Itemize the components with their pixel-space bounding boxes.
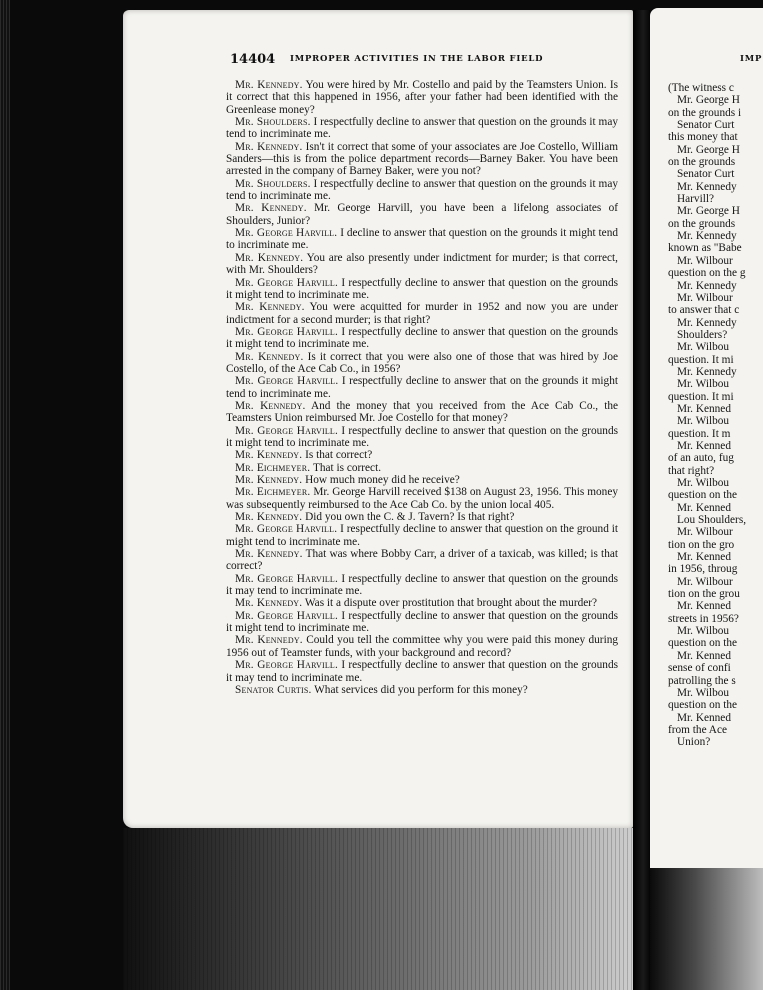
testimony-paragraph <box>226 511 618 523</box>
testimony-text: I respectfully decline to answer that question on the grounds it may tend to incriminate me. <box>226 572 618 598</box>
testimony-text: That is correct. <box>310 461 382 474</box>
speaker-name: Mr. Kennedy. <box>235 449 303 462</box>
right-page-line: of an auto, fug <box>668 452 734 465</box>
right-page-line: on the grounds <box>668 217 736 230</box>
right-page-line: Mr. Kenned <box>677 551 731 564</box>
testimony-paragraph <box>226 523 618 548</box>
right-page-line: that right? <box>668 464 715 477</box>
right-page-line: Mr. George H <box>677 205 740 218</box>
right-page-line: question. It mi <box>668 353 734 366</box>
testimony-paragraph <box>226 548 618 573</box>
right-page-line: Mr. Wilbour <box>677 575 733 588</box>
right-page-line: tion on the gro <box>668 538 735 551</box>
speaker-name: Mr. George Harvill. <box>235 424 339 437</box>
testimony-paragraph <box>226 425 618 450</box>
right-page-line: Mr. Wilbou <box>677 686 730 699</box>
right-page-line: on the grounds <box>668 156 736 169</box>
testimony-text: I respectfully decline to answer that question on the grounds it might tend to incriminate me. <box>226 325 618 351</box>
right-page-text <box>668 82 763 749</box>
right-page-line: Mr. Wilbour <box>677 254 733 267</box>
right-page-line: Mr. Kenned <box>677 501 731 514</box>
speaker-name: Mr. Kennedy. <box>235 79 303 91</box>
testimony-paragraph <box>226 178 618 203</box>
testimony-paragraph <box>226 486 618 511</box>
speaker-name: Mr. Kennedy. <box>235 597 303 610</box>
testimony-paragraph <box>226 573 618 598</box>
right-page-line: Shoulders? <box>677 328 728 341</box>
speaker-name: Mr. George Harvill. <box>235 227 338 240</box>
right-page-line: Union? <box>677 736 711 749</box>
speaker-name: Mr. Eichmeyer. <box>235 461 311 474</box>
speaker-name: Mr. Kennedy. <box>235 474 303 486</box>
page-header-title: IMPROPER ACTIVITIES IN THE LABOR FIELD <box>290 54 544 64</box>
speaker-name: Mr. George Harvill. <box>235 659 339 672</box>
right-page-line: Mr. George H <box>677 143 740 156</box>
testimony-paragraph <box>226 597 618 609</box>
right-page-line: Mr. Kenned <box>677 439 731 452</box>
speaker-name: Senator Curtis. <box>235 683 312 696</box>
testimony-text: What services did you perform for this money? <box>311 683 528 696</box>
page-number: 14404 <box>230 52 276 67</box>
testimony-paragraph <box>226 610 618 635</box>
testimony-paragraph <box>226 659 618 684</box>
right-page-line: tion on the grou <box>668 588 740 601</box>
testimony-text: I decline to answer that question on the grounds it might tend to incriminate me. <box>226 227 618 252</box>
testimony-text: I respectfully decline to answer that question on the grounds it might tend to incriminate me. <box>226 424 618 449</box>
right-page-line: on the grounds i <box>668 106 742 119</box>
right-page-line: Mr. Kennedy <box>677 230 737 243</box>
right-page-line: patrolling the s <box>668 674 736 687</box>
speaker-name: Mr. Kennedy. <box>235 548 303 561</box>
transcript-body <box>226 79 618 696</box>
right-page-line: Mr. Kenned <box>677 600 731 613</box>
testimony-paragraph <box>226 351 618 376</box>
testimony-text: I respectfully decline to answer that question on the grounds it might tend to incriminate me. <box>226 276 618 301</box>
speaker-name: Mr. Kennedy. <box>235 399 306 412</box>
testimony-paragraph <box>226 474 618 486</box>
testimony-paragraph <box>226 202 618 227</box>
right-page-line: Senator Curt <box>677 168 735 181</box>
right-page-line: question on the g <box>668 267 746 280</box>
testimony-text: I respectfully decline to answer that question on the grounds it might tend to incriminate me. <box>226 609 618 635</box>
book-gutter <box>633 10 650 990</box>
speaker-name: Mr. Shoulders. <box>235 177 311 190</box>
right-page-line: Lou Shoulders, <box>677 514 747 527</box>
right-page-line: in 1956, throug <box>668 563 738 576</box>
speaker-name: Mr. Kennedy. <box>235 634 303 647</box>
right-page-line: Mr. Kenned <box>677 402 731 415</box>
testimony-text: I respectfully decline to answer that question on the grounds it may tend to incriminate me. <box>226 116 618 141</box>
right-page-line: Mr. George H <box>677 94 740 107</box>
testimony-text: Did you own the C. & J. Tavern? Is that right? <box>302 511 515 524</box>
testimony-paragraph <box>226 277 618 302</box>
testimony-text: Could you tell the committee why you were paid this money during 1956 out of Teamster funds, with your background and record? <box>226 634 619 659</box>
scan-edge <box>0 0 10 990</box>
testimony-text: Was it a dispute over prostitution that brought about the murder? <box>302 597 598 610</box>
testimony-text: You were acquitted for murder in 1952 and now you are under indictment for a second murder; is that right? <box>226 301 619 326</box>
testimony-text: And the money that you received from the Ace Cab Co., the Teamsters Union reimbursed Mr. Joe Costello for that money? <box>226 399 618 425</box>
speaker-name: Mr. Kennedy. <box>235 511 303 524</box>
speaker-name: Mr. George Harvill. <box>235 523 338 536</box>
speaker-name: Mr. George Harvill. <box>235 325 339 338</box>
speaker-name: Mr. Kennedy. <box>235 350 304 363</box>
right-page-line: Mr. Wilbou <box>677 625 730 638</box>
testimony-text: You were hired by Mr. Costello and paid by the Teamsters Union. Is it correct that this happened in 1956, after your father had been identified with the Greenlease money? <box>226 79 618 116</box>
right-page-line: Mr. Kenned <box>677 649 731 662</box>
right-page-line: Mr. Wilbou <box>677 415 730 428</box>
book-binding-shadow <box>123 828 635 990</box>
testimony-text: I respectfully decline to answer that on the grounds it might tend to incriminate me. <box>226 375 618 400</box>
testimony-text: Is that correct? <box>302 449 373 462</box>
running-head <box>230 52 620 68</box>
testimony-paragraph <box>226 141 618 178</box>
right-page-line: Mr. Wilbou <box>677 477 730 489</box>
testimony-text: How much money did he receive? <box>302 474 460 486</box>
testimony-text: Isn't it correct that some of your associates are Joe Costello, William Sanders—this is from the police department records—Barney Baker. You have been arrested in the company of Barney Baker, were you not? <box>226 140 618 178</box>
testimony-text: Mr. George Harvill received $138 on August 23, 1956. This money was subsequently reimbursed to the Ace Cab Co. by the union local 405. <box>226 486 618 511</box>
speaker-name: Mr. Eichmeyer. <box>235 486 311 499</box>
right-page-line: sense of confi <box>668 662 731 675</box>
testimony-paragraph <box>226 116 618 141</box>
testimony-paragraph <box>226 79 618 116</box>
right-page-edge <box>650 868 763 990</box>
right-page-line: question on the <box>668 637 738 650</box>
right-page-line: Senator Curt <box>677 119 735 132</box>
testimony-text: Is it correct that you were also one of those that was hired by Joe Costello, of the Ace Cab Co., in 1956? <box>226 350 619 375</box>
testimony-paragraph <box>226 326 618 351</box>
right-page-line: (The witness c <box>668 82 734 94</box>
testimony-paragraph <box>226 400 618 425</box>
right-page-line: Mr. Kenned <box>677 711 731 724</box>
speaker-name: Mr. George Harvill. <box>235 375 339 388</box>
speaker-name: Mr. Kennedy. <box>235 202 307 215</box>
right-page-line: Mr. Kennedy <box>677 365 737 378</box>
testimony-text: I respectfully decline to answer that question on the ground it might tend to incriminate me. <box>226 523 618 548</box>
speaker-name: Mr. Shoulders. <box>235 116 311 129</box>
speaker-name: Mr. George Harvill. <box>235 572 339 585</box>
testimony-paragraph <box>226 227 618 252</box>
testimony-text: I respectfully decline to answer that question on the grounds it may tend to incriminate me. <box>226 177 618 203</box>
testimony-text: I respectfully decline to answer that question on the grounds it may tend to incriminate me. <box>226 659 618 684</box>
right-page-line: Mr. Wilbour <box>677 526 733 539</box>
right-page-line: this money that <box>668 131 738 144</box>
right-page-line: Harvill? <box>677 193 715 206</box>
right-page-line: Mr. Kennedy <box>677 279 737 292</box>
right-page-line: known as "Babe <box>668 242 742 255</box>
testimony-text: That was where Bobby Carr, a driver of a taxicab, was killed; is that correct? <box>226 548 618 573</box>
testimony-text: Mr. George Harvill, you have been a lifelong associates of Shoulders, Junior? <box>226 202 618 227</box>
right-page-line: from the Ace <box>668 723 727 736</box>
testimony-paragraph <box>226 301 618 326</box>
speaker-name: Mr. Kennedy. <box>235 301 305 314</box>
right-page-line: question. It m <box>668 427 731 440</box>
speaker-name: Mr. George Harvill. <box>235 276 339 289</box>
speaker-name: Mr. Kennedy. <box>235 251 304 264</box>
right-page-line: Mr. Kennedy <box>677 316 737 329</box>
right-page-line: Mr. Kennedy <box>677 180 737 193</box>
right-page-line: Mr. Wilbour <box>677 291 733 304</box>
testimony-paragraph <box>226 684 618 696</box>
testimony-paragraph <box>226 449 618 461</box>
speaker-name: Mr. George Harvill. <box>235 609 339 622</box>
testimony-paragraph <box>226 252 618 277</box>
speaker-name: Mr. Kennedy. <box>235 140 303 153</box>
testimony-paragraph <box>226 634 618 659</box>
testimony-text: You are also presently under indictment for murder; is that correct, with Mr. Shoulders? <box>226 251 618 277</box>
right-page-line: streets in 1956? <box>668 612 739 625</box>
right-page-line: to answer that c <box>668 304 740 317</box>
testimony-paragraph <box>226 462 618 474</box>
right-page-line: Mr. Wilbou <box>677 341 730 354</box>
right-page-line: question on the <box>668 489 738 502</box>
right-page-line: question on the <box>668 699 738 712</box>
right-page-header: IMP <box>740 54 763 64</box>
testimony-paragraph <box>226 375 618 400</box>
right-page-line: question. It mi <box>668 390 734 403</box>
right-page-line: Mr. Wilbou <box>677 378 730 391</box>
